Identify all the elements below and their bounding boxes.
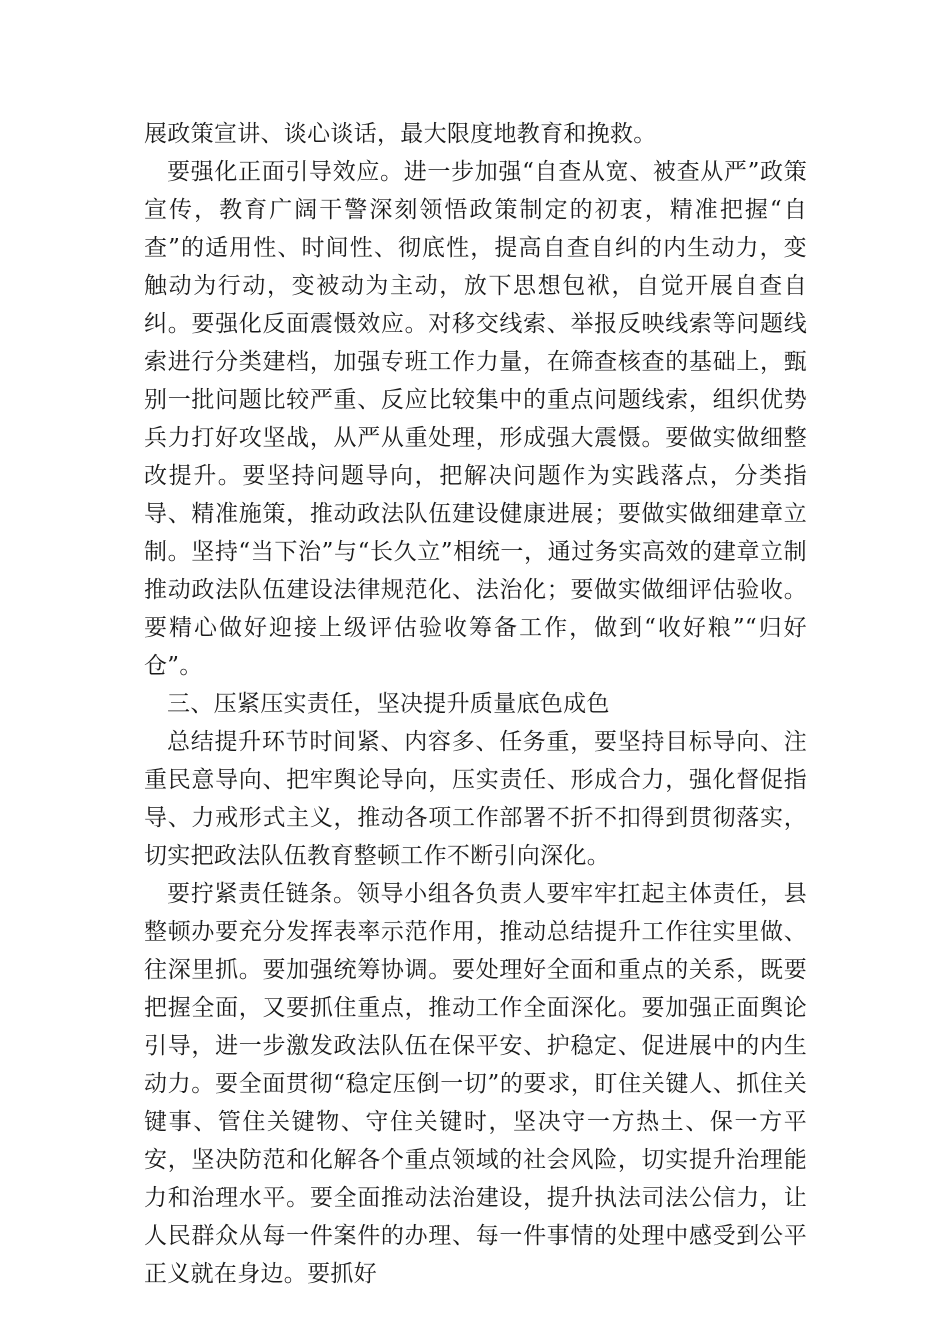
paragraph-responsibility-chain: 要拧紧责任链条。领导小组各负责人要牢牢扛起主体责任，县整顿办要充分发挥表率示范作用，推动总结提升工作往实里做、往深里抓。要加强统筹协调。要处理好全面和重点的关系，既要把握全面，又要抓住重点，推动工作全面深化。要加强正面舆论引导，进一步激发政法队伍在保平安、护稳定、促进展中的内生动力。要全面贯彻“稳定压倒一切”的要求，盯住关键人、抓住关键事、管住关键物、守住关键时，坚决守一方热土、保一方平安，坚决防范和化解各个重点领域的社会风险，切实提升治理能力和治理水平。要全面推动法治建设，提升执法司法公信力，让人民群众从每一件案件的办理、每一件事情的处理中感受到公平正义就在身边。要抓好	[144, 881, 807, 1287]
section-heading-three: 三、压紧压实责任，坚决提升质量底色成色	[167, 691, 610, 717]
paragraph-continuation: 展政策宣讲、谈心谈话，最大限度地教育和挽救。	[144, 121, 657, 147]
paragraph-positive-guidance: 要强化正面引导效应。进一步加强“自查从宽、被查从严”政策宣传，教育广阔干警深刻领悟政策制定的初衷，精准把握“自查”的适用性、时间性、彻底性，提高自查自纠的内生动力，变触动为行动，变被动为主动，放下思想包袱，自觉开展自查自纠。要强化反面震慑效应。对移交线索、举报反映线索等问题线索进行分类建档，加强专班工作力量，在筛查核查的基础上，甄别一批问题比较严重、反应比较集中的重点问题线索，组织优势兵力打好攻坚战，从严从重处理，形成强大震慑。要做实做细整改提升。要坚持问题导向，把解决问题作为实践落点，分类指导、精准施策，推动政法队伍建设健康进展；要做实做细建章立制。坚持“当下治”与“长久立”相统一，通过务实高效的建章立制推动政法队伍建设法律规范化、法治化；要做实做细评估验收。要精心做好迎接上级评估验收筹备工作，做到“收好粮”“归好仓”。	[144, 159, 807, 679]
document-body	[144, 115, 807, 1293]
paragraph-summary-stage: 总结提升环节时间紧、内容多、任务重，要坚持目标导向、注重民意导向、把牢舆论导向，压实责任、形成合力，强化督促指导、力戒形式主义，推动各项工作部署不折不扣得到贯彻落实，切实把政法队伍教育整顿工作不断引向深化。	[144, 729, 807, 869]
